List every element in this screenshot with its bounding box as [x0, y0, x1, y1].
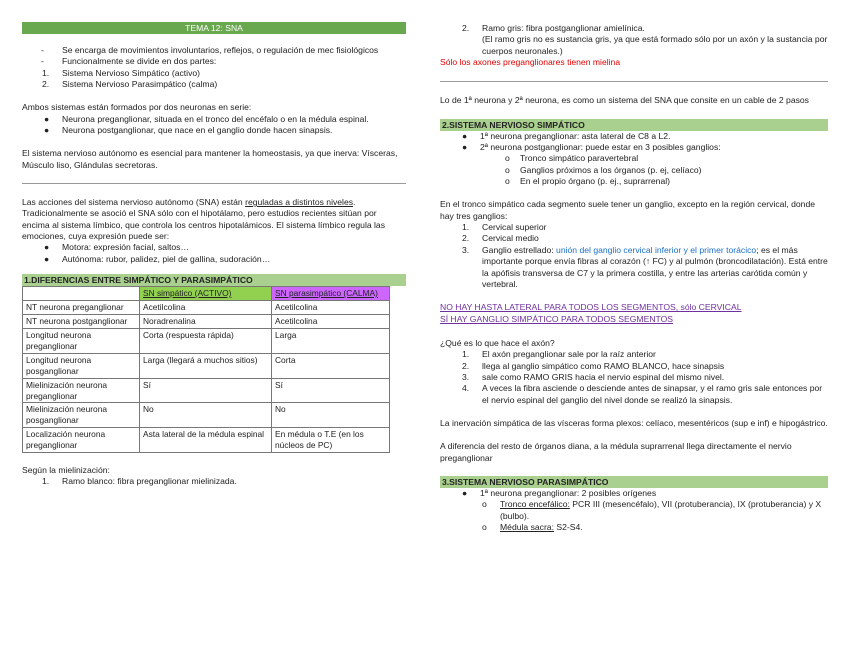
- table-cell: Acetilcolina: [140, 301, 272, 315]
- list-item: 3. Ganglio estrellado: unión del ganglio cervical inferior y el primer torácico; es el más importante porque envía fibras al corazón (↑ FC) y al pulmón (broncodilatación). Está entre la apófisis transversa de C7 y la primera costilla, y entre las arterias carótida común y vertebral.: [462, 244, 828, 289]
- table-row: [23, 403, 390, 428]
- table-cell: Localización neurona preganglionar: [23, 428, 140, 453]
- list-item: o En el propio órgano (p. ej., suprarrenal): [505, 176, 670, 187]
- table-cell: Noradrenalina: [140, 315, 272, 329]
- table-cell: Longitud neurona posganglionar: [23, 353, 140, 378]
- list-item: 2. Sistema Nervioso Parasimpático (calma): [42, 79, 218, 90]
- table-cell: NT neurona preganglionar: [23, 301, 140, 315]
- table-header-cell: SN simpático (ACTIVO): [140, 287, 272, 301]
- intro-dash-list: [22, 45, 406, 68]
- acciones-text: Las acciones del sistema nervioso autónomo (SNA) están reguladas a distintos niveles. Tradicionalmente se asoció el SNA sólo con el hipotálamo, pero estudios recientes sitúan por encima al sistema límbico, que controla los centros hipotalámicos. El sistema límbico regula las emociones, cuya expresión puede ser:: [22, 197, 386, 242]
- list-item: ● 1ª neurona preganglionar: 2 posibles orígenes: [462, 487, 657, 498]
- list-item: 4. A veces la fibra asciende o desciende antes de sinapsar, y el ramo gris sale entonces por el nervio espinal del ganglio del nivel donde se realizó la sinapsis.: [462, 383, 823, 405]
- table-cell: Corta (respuesta rápida): [140, 328, 272, 353]
- table-header-cell: [23, 287, 140, 301]
- simpatico-list: [440, 131, 828, 154]
- suprarrenal-text: A diferencia del resto de órganos diana, a la médula suprarrenal llega directamente el nervio preganglionar: [440, 441, 792, 463]
- table-row: [23, 378, 390, 403]
- tronco-text: En el tronco simpático cada segmento suele tener un ganglio, excepto en la región cervical, donde hay tres ganglios:: [440, 199, 816, 221]
- table-cell: Corta: [272, 353, 390, 378]
- parasimpatico-sublist: [440, 499, 828, 533]
- table-cell: Sí: [140, 378, 272, 403]
- mielin-intro: Según la mielinización:: [22, 465, 110, 476]
- list-item: ● 1ª neurona preganglionar: asta lateral de C8 a L2.: [462, 130, 671, 141]
- list-item: o Tronco encefálico: PCR III (mesencéfalo), VII (protuberancia), IX (protuberancia) y X (bulbo).: [482, 499, 822, 521]
- table-cell: Acetilcolina: [272, 301, 390, 315]
- table-cell: Larga (llegará a muchos sitios): [140, 353, 272, 378]
- list-item: o Tronco simpático paravertebral: [505, 153, 639, 164]
- table-row: [23, 328, 390, 353]
- section-heading-1: 1.DIFERENCIAS ENTRE SIMPÁTICO Y PARASIMPÁTICO: [22, 274, 406, 286]
- parasimpatico-list: [440, 488, 828, 499]
- list-item: ● Neurona postganglionar, que nace en el ganglio donde hacen sinapsis.: [44, 125, 333, 136]
- table-cell: Acetilcolina: [272, 315, 390, 329]
- table-cell: Sí: [272, 378, 390, 403]
- axon-steps-list: [440, 349, 828, 406]
- table-cell: Asta lateral de la médula espinal: [140, 428, 272, 453]
- list-item: - Se encarga de movimientos involuntarios, reflejos, o regulación de mec fisiológicos: [41, 45, 379, 55]
- expression-list: [22, 242, 406, 265]
- cervical-list: [440, 222, 828, 290]
- intro-num-list: [22, 68, 406, 91]
- list-item: - Funcionalmente se divide en dos partes:: [41, 56, 217, 67]
- purple-note-2: SÍ HAY GANGLIO SIMPÁTICO PARA TODOS SEGMENTOS: [440, 313, 674, 324]
- list-item: ● Neurona preganglionar, situada en el tronco del encéfalo o en la médula espinal.: [44, 113, 369, 124]
- list-item: ● Autónoma: rubor, palidez, piel de gallina, sudoración…: [44, 253, 271, 264]
- list-item: o Médula sacra: S2-S4.: [482, 522, 583, 532]
- table-cell: Mielinización neurona preganglionar: [23, 378, 140, 403]
- section-heading-3: 3.SISTEMA NERVIOSO PARASIMPÁTICO: [440, 476, 828, 488]
- table-cell: No: [272, 403, 390, 428]
- table-cell: No: [140, 403, 272, 428]
- list-item: 3. sale como RAMO GRIS hacia el nervio espinal del mismo nivel.: [462, 371, 725, 382]
- right-column: [440, 0, 828, 533]
- list-item: 1. Sistema Nervioso Simpático (activo): [42, 67, 201, 78]
- list-item: 1. El axón preganglionar sale por la raíz anterior: [462, 349, 656, 360]
- table-cell: Longitud neurona preganglionar: [23, 328, 140, 353]
- left-column: [22, 0, 406, 488]
- list-item: 2. Cervical medio: [462, 233, 539, 244]
- table-row: [23, 315, 390, 329]
- list-item: 2. llega al ganglio simpático como RAMO BLANCO, hace sinapsis: [462, 360, 725, 371]
- section-heading-2: 2.SISTEMA NERVIOSO SIMPÁTICO: [440, 119, 828, 131]
- table-row: [23, 301, 390, 315]
- ramo-gris-list: [440, 23, 828, 57]
- simpatico-sublist: [440, 153, 828, 187]
- table-header-cell: SN parasimpático (CALMA): [272, 287, 390, 301]
- list-item: 1. Ramo blanco: fibra preganglionar mielinizada.: [42, 476, 237, 487]
- neurons-list: [22, 114, 406, 137]
- neuronas-note: Lo de 1ª neurona y 2ª neurona, es como un sistema del SNA que consite en un cable de 2 pasos: [440, 95, 809, 106]
- table-header-row: [23, 287, 390, 301]
- table-row: [23, 353, 390, 378]
- plexos-text: La inervación simpática de las vísceras forma plexos: celíaco, mesentéricos (sup e inf) e hipogástrico.: [440, 417, 828, 428]
- purple-note-1: NO HAY HASTA LATERAL PARA TODOS LOS SEGMENTOS, sólo CERVICAL: [440, 302, 742, 313]
- table-cell: En médula o T.E (en los núcleos de PC): [272, 428, 390, 453]
- list-item: 2. Ramo gris: fibra postganglionar amielínica.: [462, 23, 645, 33]
- table-cell: Mielinización neurona posganglionar: [23, 403, 140, 428]
- mielina-note: Sólo los axones preganglionares tienen mielina: [440, 57, 621, 68]
- divider: [440, 81, 828, 82]
- table-cell: Larga: [272, 328, 390, 353]
- homeostasis-text: El sistema nervioso autónomo es esencial para mantener la homeostasis, ya que inerva: Vísceras, Músculo liso, Glándulas secretoras.: [22, 148, 398, 170]
- divider: [22, 183, 406, 184]
- table-row: [23, 428, 390, 453]
- list-item: (El ramo gris no es sustancia gris, ya que está formado sólo por un axón y la sustancia por cuerpos neuronales.): [482, 34, 828, 56]
- list-item: ● Motora: expresión facial, saltos…: [44, 242, 190, 253]
- axon-question: ¿Qué es lo que hace el axón?: [440, 337, 555, 348]
- list-item: o Ganglios próximos a los órganos (p. ej, celíaco): [505, 164, 702, 175]
- comparison-table: [22, 286, 390, 453]
- list-item: ● 2ª neurona postganglionar: puede estar en 3 posibles ganglios:: [462, 142, 721, 153]
- mielin-list: [22, 476, 406, 487]
- neurons-intro: Ambos sistemas están formados por dos neuronas en serie:: [22, 102, 252, 113]
- table-cell: NT neurona postganglionar: [23, 315, 140, 329]
- page-title: TEMA 12: SNA: [22, 22, 406, 34]
- list-item: 1. Cervical superior: [462, 222, 547, 233]
